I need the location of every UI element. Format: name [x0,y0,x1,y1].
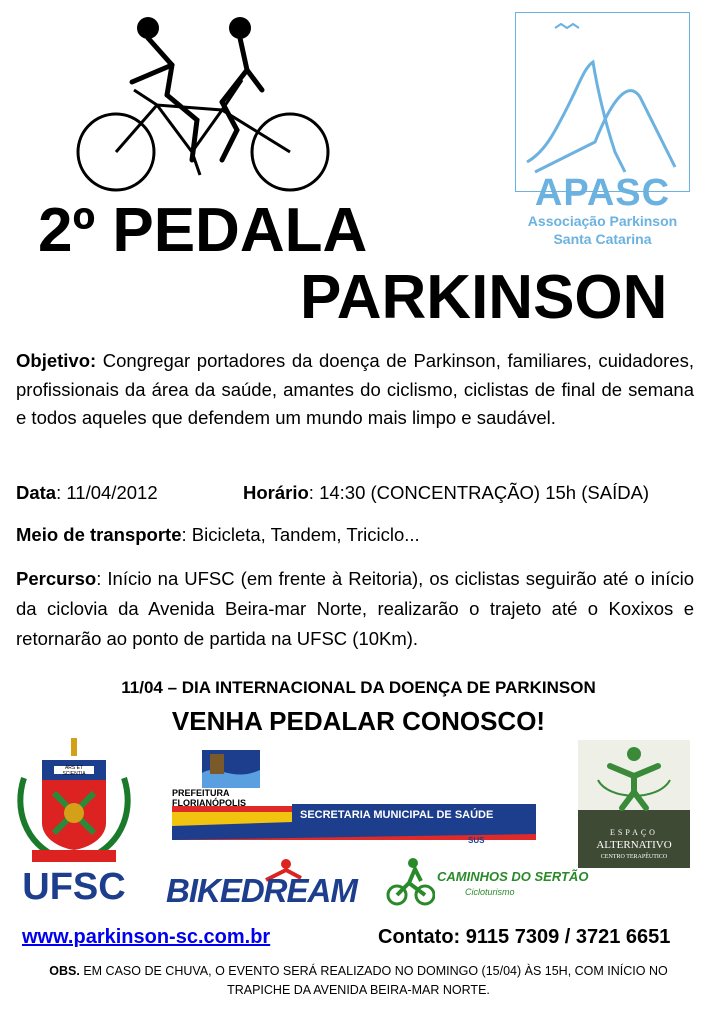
transporte-line [16,521,420,549]
horario-line [243,479,649,507]
percurso-label: Percurso [16,568,97,589]
event-title-line1: 2º PEDALA [38,196,368,265]
apasc-name-line2: Santa Catarina [553,231,652,247]
espaco-alternativo-logo [578,740,690,868]
data-line [16,479,158,507]
venha-pedalar-heading: VENHA PEDALAR CONOSCO! [171,706,546,736]
ufsc-motto: ARS ET SCIENTIA [62,765,86,777]
obs-label: OBS. [49,964,80,978]
tandem-bicycle-illustration [72,10,334,195]
bikedream-text: BIKEDREAM [166,872,357,909]
contato-text: Contato: 9115 7309 / 3721 6651 [378,926,671,948]
event-title-line2: PARKINSON [300,263,668,332]
obs-note [20,962,697,1000]
apasc-mountains-icon [515,12,690,192]
horario-label: Horário [243,482,309,503]
objetivo-label: Objetivo: [16,350,97,371]
caminhos-text: CAMINHOS DO SERTÃO [437,869,589,884]
apasc-logo [515,12,690,252]
prefeitura-secretaria-logo [172,748,536,848]
caminhos-cyclist-icon [385,855,435,907]
sus-text: SUS [468,836,485,845]
bikedream-logo [166,858,366,910]
alternativo-text: ALTERNATIVO [596,839,672,851]
website-link[interactable]: www.parkinson-sc.com.br [22,926,271,948]
percurso-paragraph [16,564,694,654]
cicloturismo-text: Cicloturismo [465,887,515,897]
secretaria-text: SECRETARIA MUNICIPAL DE SAÚDE [300,809,494,821]
transporte-label: Meio de transporte [16,524,182,545]
prefeitura-line2: FLORIANÓPOLIS [172,798,246,808]
horario-value: : 14:30 (CONCENTRAÇÃO) 15h (SAÍDA) [308,482,650,503]
data-label: Data [16,482,57,503]
espaco-figure-icon [578,740,690,828]
apasc-name-line1: Associação Parkinson [527,213,678,229]
espaco-text: ESPAÇO [610,828,658,837]
percurso-text: : Início na UFSC (em frente à Reitoria), os ciclistas seguirão até o início da ciclovia da Avenida Beira-mar Norte, realizarão o trajeto até o Koxixos e retornarão ao ponto de partida na UFSC (10Km). [16,568,694,649]
ufsc-crest-icon [14,738,134,868]
ufsc-text: UFSC [22,866,126,908]
ufsc-logo [14,738,134,908]
apasc-abbr: APASC [534,172,671,214]
dia-internacional-heading: 11/04 – DIA INTERNACIONAL DA DOENÇA DE PARKINSON [121,678,596,697]
transporte-value: : Bicicleta, Tandem, Triciclo... [181,524,420,545]
obs-text: EM CASO DE CHUVA, O EVENTO SERÁ REALIZADO NO DOMINGO (15/04) ÀS 15H, COM INÍCIO NO TRAPICHE DA AVENIDA BEIRA-MAR NORTE. [79,964,668,997]
caminhos-sertao-logo [385,855,589,910]
centro-text: CENTRO TERAPÊUTICO [600,854,668,860]
prefeitura-line1: PREFEITURA [172,788,230,798]
objetivo-paragraph [16,347,694,433]
objetivo-text: Congregar portadores da doença de Parkinson, familiares, cuidadores, profissionais da área da saúde, amantes do ciclismo, ciclistas de final de semana e todos aqueles que defendem um mundo mais limpo e saudável. [16,350,694,428]
data-value: : 11/04/2012 [56,482,158,503]
